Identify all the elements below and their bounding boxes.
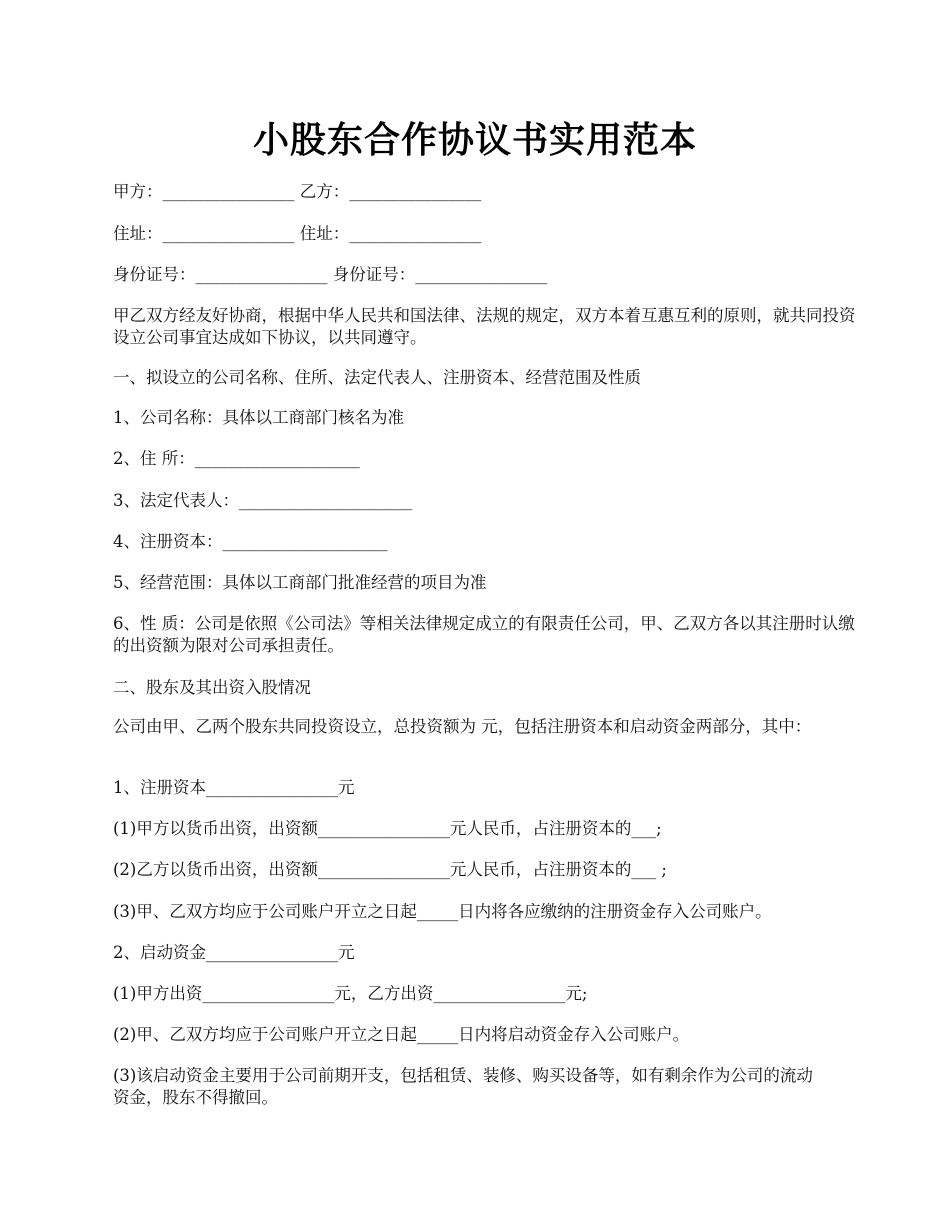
section-one-heading: 一、拟设立的公司名称、住所、法定代表人、注册资本、经营范围及性质 <box>113 368 641 387</box>
startup-funds-usage: (3)该启动资金主要用于公司前期开支，包括租赁、装修、购买设备等，如有剩余作为公司的流动资金，股东不得撤回。 <box>113 1066 813 1107</box>
party-a-capital-contribution: (1)甲方以货币出资，出资额________________元人民币，占注册资本的___; <box>113 819 662 838</box>
capital-deposit-deadline: (3)甲、乙双方均应于公司账户开立之日起_____日内将各应缴纳的注册资金存入公司账户。 <box>113 902 772 921</box>
party-address-line: 住址：________________ 住址：________________ <box>113 224 482 243</box>
investment-paragraph: 公司由甲、乙两个股东共同投资设立，总投资额为 元，包括注册资本和启动资金两部分，其中： <box>113 717 812 736</box>
party-b-capital-contribution: (2)乙方以货币出资，出资额________________元人民币，占注册资本的___ ; <box>113 860 667 879</box>
registered-capital-item: 4、注册资本：____________________ <box>113 532 388 551</box>
business-scope-item: 5、经营范围：具体以工商部门批准经营的项目为准 <box>113 573 487 592</box>
document-title: 小股东合作协议书实用范本 <box>252 119 697 161</box>
registered-capital-amount: 1、注册资本________________元 <box>113 778 355 797</box>
company-nature-item: 6、性 质：公司是依照《公司法》等相关法律规定成立的有限责任公司，甲、乙双方各以其注册时认缴的出资额为限对公司承担责任。 <box>113 614 855 655</box>
company-name-item: 1、公司名称：具体以工商部门核名为准 <box>113 408 404 427</box>
startup-funds-amount: 2、启动资金________________元 <box>113 943 355 962</box>
startup-funds-contributions: (1)甲方出资________________元，乙方出资________________元; <box>113 984 588 1003</box>
startup-funds-deadline: (2)甲、乙双方均应于公司账户开立之日起_____日内将启动资金存入公司账户。 <box>113 1025 690 1044</box>
section-two-heading: 二、股东及其出资入股情况 <box>113 678 311 697</box>
intro-paragraph: 甲乙双方经友好协商，根据中华人民共和国法律、法规的规定，双方本着互惠互利的原则，就共同投资设立公司事宜达成如下协议，以共同遵守。 <box>113 306 856 347</box>
party-id-line: 身份证号：________________ 身份证号：________________ <box>113 265 548 284</box>
legal-representative-item: 3、法定代表人：_____________________ <box>113 491 413 510</box>
party-names-line: 甲方：________________ 乙方：________________ <box>113 182 482 201</box>
company-address-item: 2、住 所：____________________ <box>113 449 360 468</box>
